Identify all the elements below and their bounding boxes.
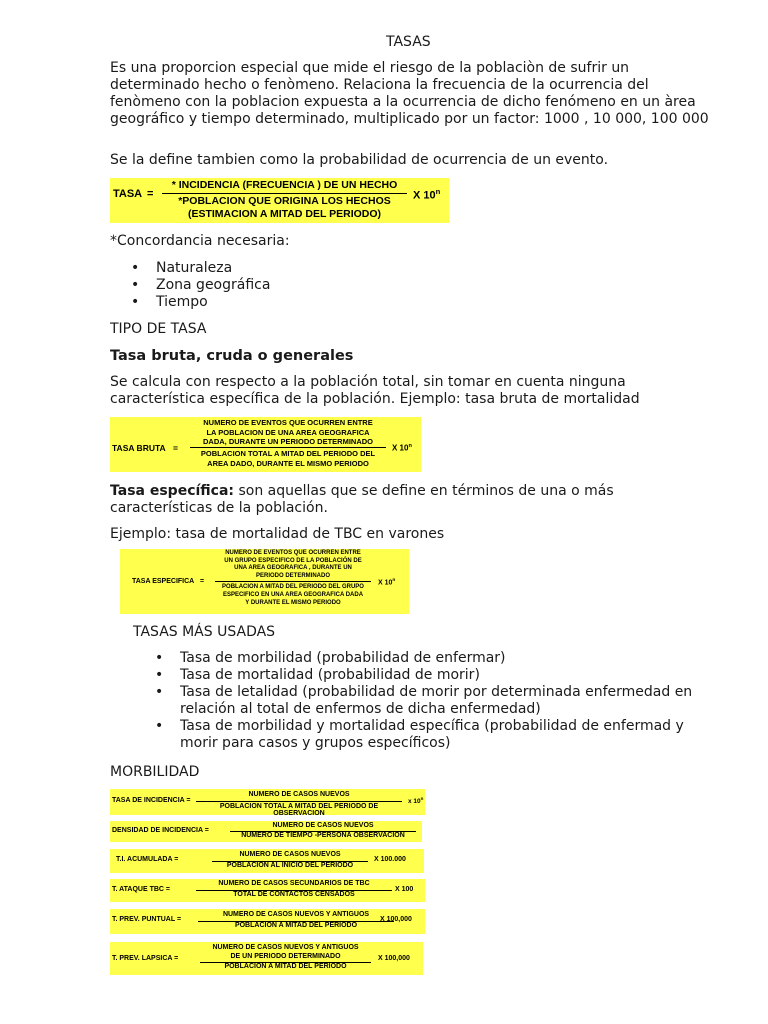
list-item: • Tasa de morbilidad (probabilidad de enfermar) (155, 650, 506, 666)
formula-tasa-bruta (110, 417, 421, 472)
list-item: • Tiempo (131, 294, 208, 310)
formula-numerator: NUMERO DE CASOS NUEVOS (248, 791, 350, 798)
fraction-line (162, 193, 407, 194)
tipo-heading: TIPO DE TASA (110, 321, 207, 337)
formula-t-prev-puntual (110, 909, 425, 934)
formula-factor: X 10$^n$ (413, 187, 441, 202)
formula-factor: X 100 (395, 886, 414, 893)
formula-label: TASA (113, 188, 143, 200)
formula-equals: = (147, 188, 154, 200)
formula-tasa (110, 178, 449, 223)
formula-denominator: POBLACION TOTAL A MITAD DEL PERIODO DE OBSERVACION (219, 803, 379, 817)
formula-densidad-incidencia (110, 821, 422, 842)
formula-numerator: NUMERO DE EVENTOS QUE OCURREN ENTRE LA POBLACION DE UNA AREA GEOGRAFICA DADA, DURANTE UN PERIODO DETERMINADO (202, 418, 373, 446)
list-item: • Naturaleza (131, 260, 233, 276)
ejemplo-tbc: Ejemplo: tasa de mortalidad de TBC en varones (110, 526, 445, 542)
morbilidad-heading: MORBILIDAD (110, 764, 200, 780)
formula-numerator: NUMERO DE CASOS NUEVOS Y ANTIGUOS DE UN PERIODO DETERMINADO (212, 944, 359, 960)
page-title: TASAS (386, 34, 431, 50)
formula-equals: = (173, 443, 178, 453)
formula-label: TASA DE INCIDENCIA = (112, 797, 191, 804)
especifica-paragraph: Tasa específica: son aquellas que se define en términos de una o más características de la población. (110, 483, 614, 516)
formula-label: TASA BRUTA (112, 443, 166, 453)
intro-paragraph: Es una proporcion especial que mide el riesgo de la poblaciòn de sufrir un determinado hecho o fenòmeno. Relaciona la frecuencia de la ocurrencia del fenòmeno con la poblacion expuesta a la ocurrencia de dicho fenómeno en un àrea geográfico y tiempo determinado, multiplicado por un factor: 1000 , 10 000, 100 000 (110, 60, 709, 127)
formula-numerator: NUMERO DE EVENTOS QUE OCURREN ENTRE UN GRUPO ESPECIFICO DE LA POBLACIÓN DE UNA AREA GEOGRAFICA , DURANTE UN PERIODO DETERMINADO (224, 550, 362, 579)
formula-numerator: * INCIDENCIA (FRECUENCIA ) DE UN HECHO (171, 179, 398, 191)
list-item: • Tasa de letalidad (probabilidad de morir por determinada enfermedad en relación al total de enfermos de dicha enfermedad) (155, 684, 693, 717)
formula-denominator-2: (ESTIMACION A MITAD DEL PERIODO) (187, 208, 382, 220)
formula-denominator: NUMERO DE TIEMPO -PERSONA OBSERVACION (241, 832, 405, 839)
formula-numerator: NUMERO DE CASOS SECUNDARIOS DE TBC (218, 880, 370, 887)
formula-tasa-especifica (120, 549, 409, 614)
list-item: • Tasa de morbilidad y mortalidad específica (probabilidad de enfermad y morir para casos y grupos específicos) (155, 718, 684, 751)
formula-label: T. PREV. LAPSICA = (112, 955, 179, 962)
formula-tasa-incidencia (110, 789, 425, 815)
formula-factor: X 100,000 (380, 916, 412, 923)
formula-label: T. ATAQUE TBC = (112, 886, 171, 893)
fraction-line (190, 447, 386, 448)
formula-label: TASA ESPECIFICA (132, 578, 195, 585)
formula-label: T.I. ACUMULADA = (116, 856, 179, 863)
formula-factor: x 10$^n$ (408, 796, 424, 806)
formula-t-ataque-tbc (110, 879, 425, 902)
formula-factor: X 10$^n$ (378, 578, 396, 587)
fraction-line (196, 801, 402, 802)
bruta-paragraph: Se calcula con respecto a la población total, sin tomar en cuenta ninguna característica específica de la población. Ejemplo: tasa bruta de mortalidad (110, 374, 640, 407)
formula-denominator: TOTAL DE CONTACTOS CENSADOS (233, 891, 355, 898)
concordancia-list (131, 260, 271, 311)
definition-paragraph: Se la define tambien como la probabilidad de ocurrencia de un evento. (110, 152, 609, 168)
formula-denominator: POBLACION AL INICIO DEL PERIODO (226, 862, 354, 869)
formula-numerator: NUMERO DE CASOS NUEVOS (272, 822, 374, 829)
list-item: • Tasa de mortalidad (probabilidad de morir) (155, 667, 480, 683)
concordancia-label: *Concordancia necesaria: (110, 233, 290, 249)
formula-denominator: POBLACION A MITAD DEL PERIODO (224, 963, 347, 970)
formula-numerator: NUMERO DE CASOS NUEVOS Y ANTIGUOS (222, 911, 370, 918)
formula-label: T. PREV. PUNTUAL = (112, 916, 182, 923)
formula-denominator: POBLACION A MITAD DEL PERIODO (234, 922, 358, 929)
formula-t-prev-lapsica (110, 942, 423, 975)
formula-numerator: NUMERO DE CASOS NUEVOS (239, 851, 341, 858)
formula-equals: = (200, 578, 205, 585)
formula-factor: X 100,000 (378, 955, 410, 962)
bruta-heading: Tasa bruta, cruda o generales (110, 348, 354, 364)
formula-ti-acumulada (110, 849, 424, 873)
usadas-list (155, 650, 710, 752)
fraction-line (215, 581, 371, 582)
formula-denominator: POBLACION TOTAL A MITAD DEL PERIODO DEL AREA DADO, DURANTE EL MISMO PERIODO (200, 449, 376, 468)
usadas-heading: TASAS MÁS USADAS (133, 624, 276, 640)
formula-denominator: POBLACION A MITAD DEL PERIODO DEL GRUPO ESPECIFICO EN UNA AREA GEOGRAFICA DADA Y DURANTE EL MISMO PERIODO (222, 584, 364, 606)
list-item: • Zona geográfica (131, 277, 271, 293)
formula-denominator-1: *POBLACION QUE ORIGINA LOS HECHOS (178, 195, 391, 207)
formula-label: DENSIDAD DE INCIDENCIA = (112, 827, 209, 834)
formula-factor: X 100.000 (374, 856, 406, 863)
formula-factor: X 10$^n$ (392, 443, 412, 453)
